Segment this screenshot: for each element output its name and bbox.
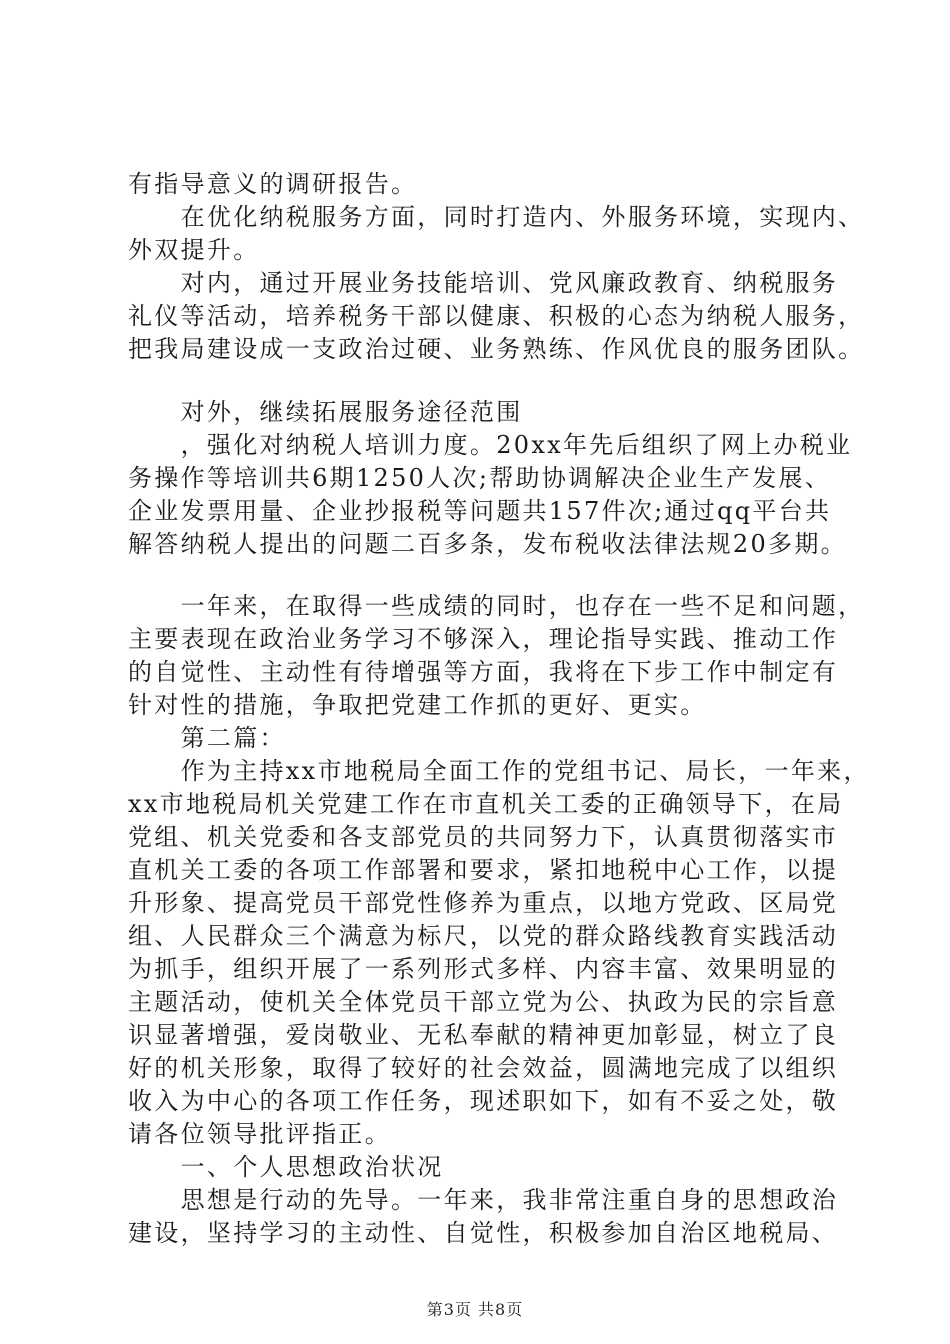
text-line: 收入为中心的各项工作任务，现述职如下，如有不妥之处，敬 — [128, 1087, 839, 1115]
text-line: 请各位领导批评指正。 — [128, 1120, 391, 1148]
text-line: 组、人民群众三个满意为标尺，以党的群众路线教育实践活动 — [128, 922, 839, 950]
text-line: 的自觉性、主动性有待增强等方面，我将在下步工作中制定有 — [128, 658, 839, 686]
text-line: 直机关工委的各项工作部署和要求，紧扣地税中心工作，以提 — [128, 856, 839, 884]
text-line: 对外，继续拓展服务途径范围 — [128, 398, 523, 426]
text-line: 好的机关形象，取得了较好的社会效益，圆满地完成了以组织 — [128, 1054, 839, 1082]
section-heading: 一、个人思想政治状况 — [128, 1153, 444, 1181]
text-line: 建设，坚持学习的主动性、自觉性，积极参加自治区地税局、 — [128, 1219, 839, 1247]
text-line: 针对性的措施，争取把党建工作抓的更好、更实。 — [128, 691, 707, 719]
text-line: 为抓手，组织开展了一系列形式多样、内容丰富、效果明显的 — [128, 955, 839, 983]
text-line: 务操作等培训共6期1250人次;帮助协调解决企业生产发展、 — [128, 464, 832, 492]
text-line: 把我局建设成一支政治过硬、业务熟练、作风优良的服务团队。 — [128, 335, 865, 363]
text-line: ，强化对纳税人培训力度。20xx年先后组织了网上办税业 — [128, 431, 853, 459]
text-line: 解答纳税人提出的问题二百多条，发布税收法律法规20多期。 — [128, 530, 847, 558]
text-line: 党组、机关党委和各支部党员的共同努力下，认真贯彻落实市 — [128, 823, 839, 851]
text-line: 企业发票用量、企业抄报税等问题共157件次;通过qq平台共 — [128, 497, 832, 525]
text-line: 作为主持xx市地税局全面工作的党组书记、局长，一年来， — [128, 757, 870, 785]
text-line: 有指导意义的调研报告。 — [128, 170, 418, 198]
section-heading: 第二篇： — [128, 724, 286, 752]
text-line: 主要表现在政治业务学习不够深入，理论指导实践、推动工作 — [128, 625, 839, 653]
page-number-footer: 第3页 共8页 — [426, 1300, 524, 1319]
text-line: 升形象、提高党员干部党性修养为重点，以地方党政、区局党 — [128, 889, 839, 917]
text-line: 外双提升。 — [128, 236, 260, 264]
text-line: 一年来，在取得一些成绩的同时，也存在一些不足和问题， — [128, 592, 865, 620]
text-line: xx市地税局机关党建工作在市直机关工委的正确领导下，在局 — [128, 790, 844, 818]
text-line: 主题活动，使机关全体党员干部立党为公、执政为民的宗旨意 — [128, 988, 839, 1016]
text-line: 在优化纳税服务方面，同时打造内、外服务环境，实现内、 — [128, 203, 865, 231]
text-line: 对内，通过开展业务技能培训、党风廉政教育、纳税服务 — [128, 269, 839, 297]
text-line: 思想是行动的先导。一年来，我非常注重自身的思想政治 — [128, 1186, 839, 1214]
text-line: 识显著增强，爱岗敬业、无私奉献的精神更加彰显，树立了良 — [128, 1021, 839, 1049]
text-line: 礼仪等活动，培养税务干部以健康、积极的心态为纳税人服务， — [128, 302, 865, 330]
